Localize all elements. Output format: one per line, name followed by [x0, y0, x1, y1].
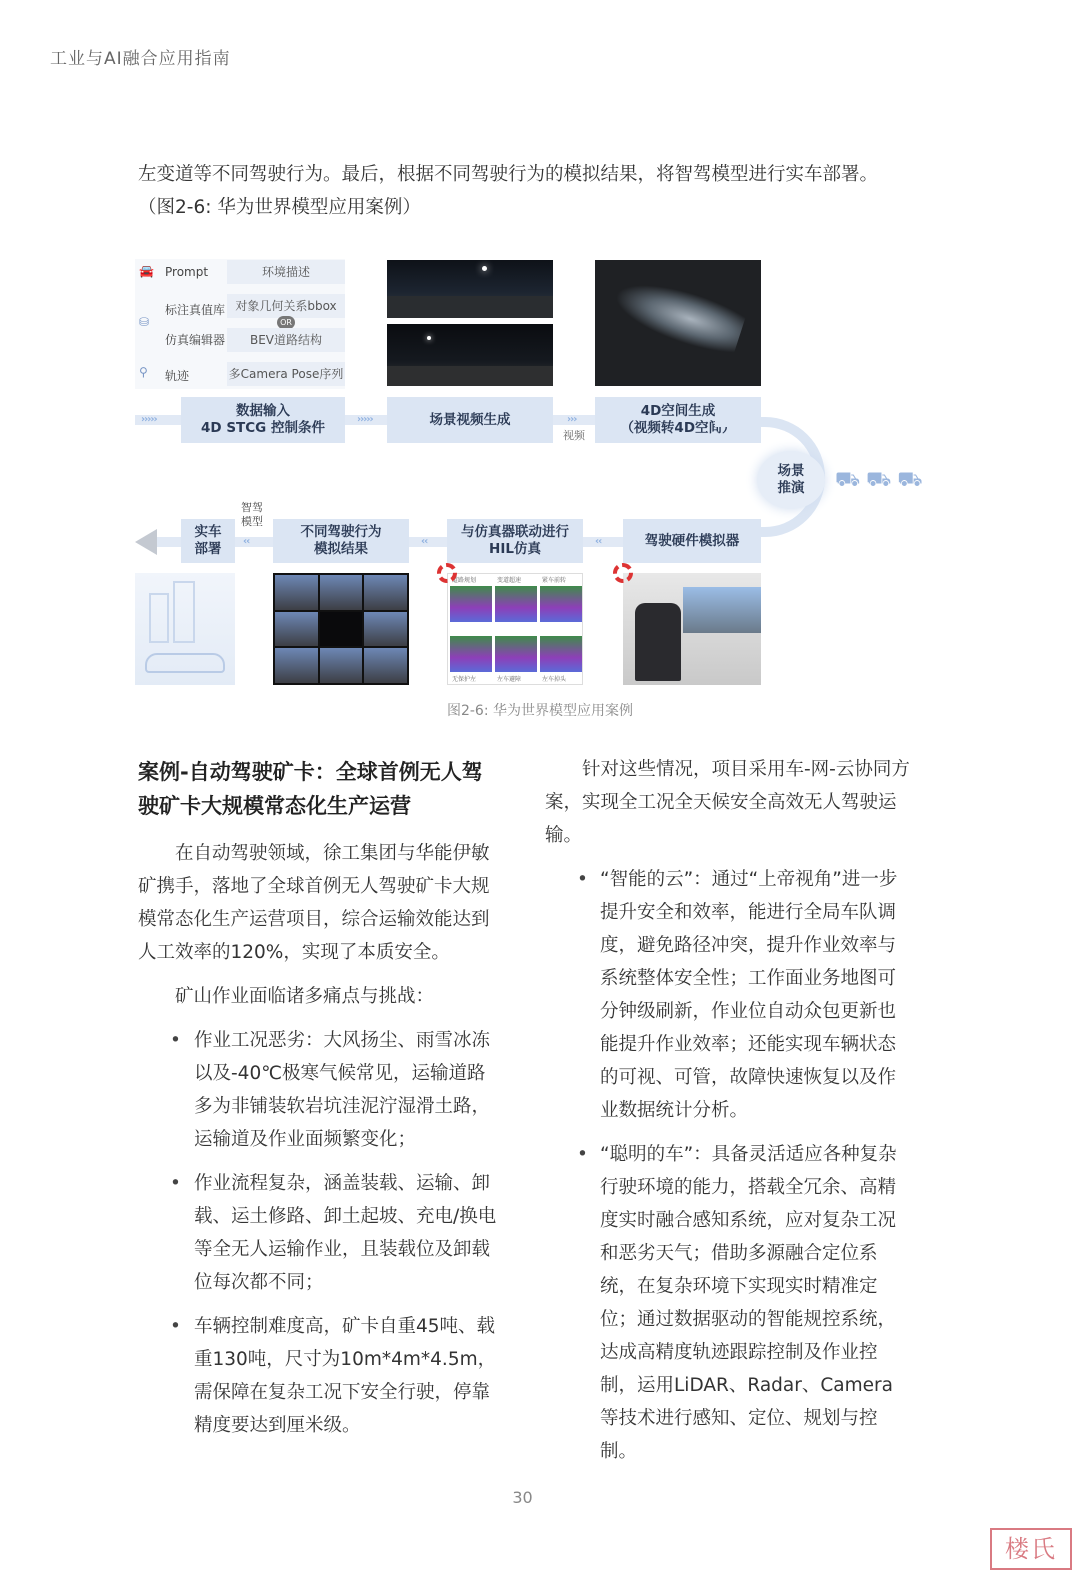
paragraph: 在自动驾驶领域，徐工集团与华能伊敏矿携手，落地了全球首例无人驾驶矿卡大规模常态化生产运营项目，综合运输效能达到人工效率的120%，实现了本质安全。: [138, 843, 490, 963]
paragraph: 矿山作业面临诸多痛点与挑战：: [175, 986, 435, 1007]
list-item: • “智能的云”：通过“上帝视角”进一步提升安全和效率，能进行全局车队调度，避免路径冲突，提升作业效率与系统整体安全性；工作面业务地图可分钟级刷新，作业位自动众包更新也能提升作业效率；还能实现车辆状态的可视、可管，故障快速恢复以及作业数据统计分析。: [577, 869, 898, 1121]
stage-video-generation: 场景视频生成: [387, 397, 553, 443]
night-road-image-2: [387, 324, 553, 386]
sim-label: 道路规划: [452, 577, 477, 584]
stage-behavior-results: 不同驾驶行为 模拟结果: [273, 519, 409, 563]
sim-label: 变道超速: [497, 577, 522, 584]
driving-simulator-photo: [623, 573, 761, 685]
prompt-value: 环境描述: [227, 260, 345, 284]
paragraph: 针对这些情况，项目采用车-网-云协同方案，实现全工况全天候安全高效无人驾驶运输。: [545, 759, 910, 846]
case-heading: 案例-自动驾驶矿卡：全球首例无人驾驶矿卡大规模常态化生产运营: [138, 760, 483, 818]
video-tag: 视频: [563, 429, 585, 442]
stage-scene-deduction: 场景 推演: [757, 451, 825, 509]
traj-label: 轨迹: [165, 369, 190, 383]
intro-line-1: 左变道等不同驾驶行为。最后，根据不同驾驶行为的模拟结果，将智驾模型进行实车部署。: [138, 164, 879, 185]
sync-icon: [613, 563, 633, 583]
traj-value: 多Camera Pose序列: [227, 362, 345, 386]
intro-text: [138, 158, 918, 224]
sync-icon: [437, 563, 457, 583]
list-item: • 作业流程复杂，涵盖装载、运输、卸载、运土修路、卸土起坡、充电/换电等全无人运输作业，且装载位及卸载位每次都不同；: [170, 1173, 497, 1293]
database-icon: ⛁: [139, 315, 150, 329]
left-column: [138, 755, 503, 1453]
hil-simulation-grid: [447, 573, 583, 685]
stage-hardware-simulator: 驾驶硬件模拟器: [623, 519, 761, 563]
behavior-results-grid: [273, 573, 409, 685]
city-car-illustration: [135, 573, 235, 685]
sim-label: 无保护左: [452, 676, 477, 683]
model-tag: 智驾 模型: [241, 501, 263, 528]
stage-real-deploy: 实车 部署: [181, 519, 235, 563]
sim-label: 紧车前转: [542, 577, 567, 584]
waypoint-icon: ⚲: [139, 365, 148, 379]
gt-value: 对象几何关系bbox: [227, 294, 345, 318]
figure-caption: 图2-6: 华为世界模型应用案例: [446, 703, 634, 719]
point-cloud-image: [595, 260, 761, 386]
intro-line-2: （图2-6: 华为世界模型应用案例）: [138, 197, 421, 218]
car-icon: 🚘: [139, 264, 154, 278]
editor-value: BEV道路结构: [227, 328, 345, 352]
stage-data-input: 数据输入 4D STCG 控制条件: [181, 397, 345, 443]
list-item: • 作业工况恶劣：大风扬尘、雨雪冰冻以及-40℃极寒气候常见，运输道路多为非铺装软岩坑洼泥泞湿滑土路，运输道及作业面频繁变化；: [170, 1030, 491, 1150]
list-item: • 车辆控制难度高，矿卡自重45吨、载重130吨，尺寸为10m*4m*4.5m，需保障在复杂工况下安全行驶，停靠精度要达到厘米级。: [170, 1316, 497, 1436]
watermark-seal: 楼氏: [990, 1528, 1072, 1570]
stage-hil-simulation: 与仿真器联动进行 HIL仿真: [447, 519, 583, 563]
right-column: [545, 753, 910, 1479]
car-top-view-icon: ⛟⛟⛟: [835, 467, 929, 491]
night-road-image-1: [387, 260, 553, 318]
sim-label: 左车掉头: [542, 676, 567, 683]
editor-label: 仿真编辑器: [165, 333, 226, 347]
gt-label: 标注真值库: [165, 303, 226, 317]
figure-world-model: 🚘 Prompt 环境描述 ⛁ 标注真值库 对象几何关系bbox OR 仿真编辑器 BEV道路结构 ⚲ 轨迹 多Camera Pose序列 ››››› ››››› ››› 数据输入 4D STCG 控制条件 场景视频生成 视频 4D空间生成 （视频转4D空间） 场景 推演 ⛟⛟⛟ 实车 部署 智驾 模型 不同驾驶行为 模拟结果 与仿真器联动进行 HIL仿真 驾驶硬件模拟器 ‹‹ ‹‹ ‹‹ 道路规划 变道超速 紧车前转 无保护左 左车避障 左车掉头: [135, 255, 920, 695]
stage-4d-space: 4D空间生成 （视频转4D空间）: [595, 397, 761, 443]
sim-label: 左车避障: [497, 676, 522, 683]
or-badge: OR: [277, 316, 295, 329]
list-item: • “聪明的车”：具备灵活适应各种复杂行驶环境的能力，搭载全冗余、高精度实时融合感知系统，应对复杂工况和恶劣天气；借助多源融合定位系统，在复杂环境下实现实时精准定位；通过数据驱动的智能规控系统，达成高精度轨迹跟踪控制及作业控制，运用LiDAR、Radar、Camera等技术进行感知、定位、规划与控制。: [577, 1144, 897, 1462]
prompt-label: Prompt: [165, 265, 209, 279]
page-number: 30: [512, 1488, 533, 1507]
arrow-left-icon: [135, 529, 157, 555]
running-header: 工业与AI融合应用指南: [50, 49, 231, 69]
